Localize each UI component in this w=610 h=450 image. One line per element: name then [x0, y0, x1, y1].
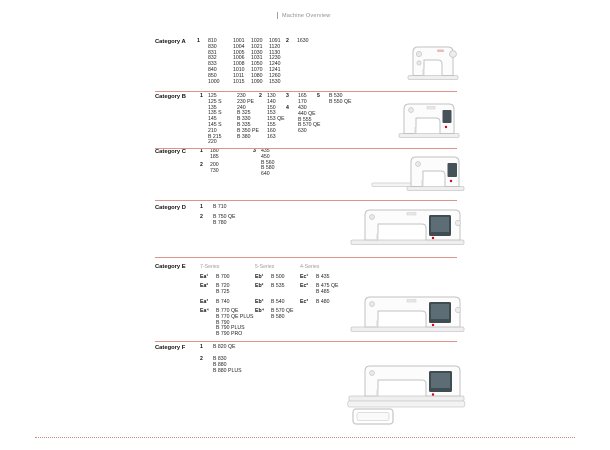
model-column: [213, 205, 227, 211]
model-number: B 570 QE: [298, 122, 321, 129]
model-number: 1530: [269, 78, 281, 85]
model-number: B 780: [213, 219, 227, 226]
model-number: 1080: [251, 72, 263, 79]
variant-code: Ea³: [200, 298, 209, 305]
model-number: 1006: [233, 55, 245, 62]
separator-line: [155, 91, 457, 92]
model-column: [267, 94, 285, 140]
model-number: 1090: [251, 78, 263, 85]
model-column: [251, 39, 263, 85]
model-number: 833: [208, 61, 217, 68]
separator-line: [155, 341, 457, 342]
model-number: 1011: [233, 72, 245, 79]
model-column: [213, 215, 236, 227]
model-number: 145: [208, 116, 217, 123]
model-number: B 880: [213, 361, 227, 368]
model-number: 850: [208, 72, 217, 79]
model-number: 730: [210, 167, 219, 174]
model-number: B 485: [316, 288, 330, 295]
variant-code: Eb⁴: [255, 308, 265, 314]
model-number: 630: [298, 128, 307, 135]
model-number: B 740: [216, 298, 230, 305]
model-number: 832: [208, 55, 217, 62]
model-number: 1241: [269, 66, 281, 73]
model-number: B 770 QE PLUS: [216, 313, 254, 320]
model-column: [210, 149, 219, 161]
model-column: [269, 39, 281, 85]
group-marker: 1: [200, 148, 203, 154]
group-marker: 2: [200, 356, 203, 362]
model-number: 440 QE: [298, 110, 316, 117]
model-column: [208, 94, 222, 146]
group-marker: 1: [200, 344, 203, 350]
model-column: [216, 309, 254, 338]
group-marker: 2: [286, 38, 289, 44]
variant-code: Eb¹: [255, 273, 264, 280]
model-column: [216, 300, 230, 306]
model-number: 1230: [269, 55, 281, 62]
model-number: B 720: [216, 283, 230, 289]
machine-illustration-category-a: [404, 39, 462, 86]
model-number: B 530: [329, 93, 343, 99]
model-number: 153: [267, 110, 276, 117]
model-number: 810: [208, 38, 217, 44]
model-number: 1021: [251, 43, 263, 50]
model-number: B 570 QE: [271, 308, 294, 314]
model-number: 1070: [251, 66, 263, 73]
model-number: 840: [208, 66, 217, 73]
model-number: B 560: [261, 159, 275, 166]
model-column: [261, 149, 275, 178]
model-number: 163: [267, 133, 276, 140]
group-marker: 4: [286, 105, 289, 111]
model-number: 210: [208, 127, 217, 134]
model-number: B 820 QE: [213, 344, 236, 350]
model-number: 230: [237, 93, 246, 99]
model-number: B 330: [237, 116, 251, 123]
model-number: 185: [210, 153, 219, 160]
model-number: B 790 PLUS: [216, 325, 245, 332]
model-column: [213, 345, 236, 351]
variant-code: Ea⁴: [200, 308, 209, 314]
series-column-header: 7-Series: [200, 264, 220, 270]
model-number: 1031: [251, 55, 263, 62]
model-number: 150: [267, 104, 276, 111]
model-column: [316, 284, 339, 296]
model-number: B 580: [261, 165, 275, 172]
model-number: 160: [267, 127, 276, 134]
separator-line: [155, 200, 457, 201]
model-column: [316, 300, 330, 306]
model-number: B 215: [208, 133, 222, 140]
group-marker: 3: [286, 93, 289, 99]
machine-illustration-category-d: [349, 203, 466, 251]
model-number: B 540: [271, 298, 285, 305]
category-label: Category F: [155, 345, 186, 351]
group-marker: 3: [253, 148, 256, 154]
model-column: [298, 94, 307, 106]
cut-line: [35, 437, 575, 438]
model-number: B 475 QE: [316, 283, 339, 289]
model-number: 1010: [233, 66, 245, 73]
model-number: 125 S: [208, 98, 222, 105]
model-number: 135 S: [208, 110, 222, 117]
group-marker: 2: [259, 93, 262, 99]
machine-illustration-category-f: [347, 360, 466, 428]
model-number: 170: [298, 98, 307, 105]
model-number: 1091: [269, 38, 281, 44]
model-number: B 435: [316, 273, 330, 280]
model-number: B 335: [237, 121, 251, 128]
model-number: 135: [208, 104, 217, 111]
model-number: B 710: [213, 204, 227, 210]
variant-code: Ea²: [200, 283, 209, 289]
model-column: [329, 94, 352, 106]
model-column: [213, 357, 242, 374]
model-column: [237, 94, 259, 140]
model-column: [271, 309, 294, 321]
group-marker: 1: [197, 38, 200, 44]
model-number: B 350 PE: [237, 127, 259, 134]
model-number: 230 PE: [237, 98, 255, 105]
model-number: 1000: [208, 78, 220, 85]
model-number: 1630: [297, 38, 309, 44]
model-number: B 325: [237, 110, 251, 117]
model-number: B 750 QE: [213, 214, 236, 220]
model-column: [216, 275, 230, 281]
category-label: Category A: [155, 39, 186, 45]
model-number: B 550 QE: [329, 98, 352, 105]
model-number: B 770 QE: [216, 308, 239, 314]
separator-line: [155, 257, 457, 258]
model-number: 153 QE: [267, 116, 285, 123]
model-number: 180: [210, 148, 219, 154]
model-column: [316, 275, 330, 281]
model-number: 130: [267, 93, 276, 99]
model-number: B 725: [216, 288, 230, 295]
model-number: 1120: [269, 43, 281, 50]
machine-illustration-category-c: [371, 150, 466, 197]
model-number: B 790: [216, 319, 230, 326]
variant-code: Eb²: [255, 283, 264, 289]
machine-illustration-category-b: [396, 96, 462, 144]
model-number: B 580: [271, 313, 285, 320]
model-number: 200: [210, 162, 219, 168]
model-number: B 480: [316, 298, 330, 305]
model-column: [208, 39, 220, 85]
model-number: 831: [208, 49, 217, 56]
series-column-header: 4-Series: [300, 264, 320, 270]
category-label: Category E: [155, 264, 186, 270]
model-column: [210, 163, 219, 175]
model-number: B 555: [298, 116, 312, 123]
model-number: 240: [237, 104, 246, 111]
model-number: 435: [261, 148, 270, 154]
model-column: [297, 39, 309, 45]
model-number: 1240: [269, 61, 281, 68]
series-column-header: 5-Series: [255, 264, 275, 270]
group-marker: 2: [200, 214, 203, 220]
variant-code: Ec¹: [300, 273, 309, 280]
model-number: 1001: [233, 38, 245, 44]
group-marker: 5: [317, 93, 320, 99]
model-number: 830: [208, 43, 217, 50]
variant-code: Ec³: [300, 298, 309, 305]
model-number: 450: [261, 153, 270, 160]
model-number: 430: [298, 105, 307, 111]
model-number: 1004: [233, 43, 245, 50]
model-number: B 830: [213, 356, 227, 362]
model-column: [233, 39, 245, 85]
model-number: 1008: [233, 61, 245, 68]
group-marker: 2: [200, 162, 203, 168]
model-number: 165: [298, 93, 307, 99]
model-number: 1020: [251, 38, 263, 44]
model-number: 1050: [251, 61, 263, 68]
model-number: 220: [208, 139, 217, 146]
model-number: 125: [208, 93, 217, 99]
model-column: [216, 284, 230, 296]
page-title: Machine Overview: [282, 12, 331, 19]
model-number: 640: [261, 171, 270, 178]
model-number: 1260: [269, 72, 281, 79]
model-column: [271, 300, 285, 306]
model-column: [271, 275, 285, 281]
page-header: [277, 12, 330, 19]
model-number: B 790 PRO: [216, 331, 243, 338]
model-column: [298, 106, 321, 135]
variant-code: Ea¹: [200, 273, 209, 280]
header-divider-bar: [277, 12, 278, 19]
category-label: Category D: [155, 205, 186, 211]
model-number: 145 S: [208, 121, 222, 128]
category-label: Category B: [155, 94, 186, 100]
model-number: 140: [267, 98, 276, 105]
model-column: [271, 284, 285, 290]
group-marker: 1: [200, 204, 203, 210]
model-number: 1130: [269, 49, 281, 56]
model-number: 1030: [251, 49, 263, 56]
model-number: B 700: [216, 273, 230, 280]
model-number: 1005: [233, 49, 245, 56]
category-label: Category C: [155, 149, 186, 155]
model-number: B 535: [271, 283, 285, 289]
model-number: B 380: [237, 133, 251, 140]
model-number: 155: [267, 121, 276, 128]
model-number: 1015: [233, 78, 245, 85]
model-number: B 500: [271, 273, 285, 280]
variant-code: Ec²: [300, 283, 309, 289]
group-marker: 1: [200, 93, 203, 99]
separator-line: [155, 148, 457, 149]
model-number: B 880 PLUS: [213, 367, 242, 374]
machine-illustration-category-e: [349, 290, 466, 338]
variant-code: Eb³: [255, 298, 264, 305]
